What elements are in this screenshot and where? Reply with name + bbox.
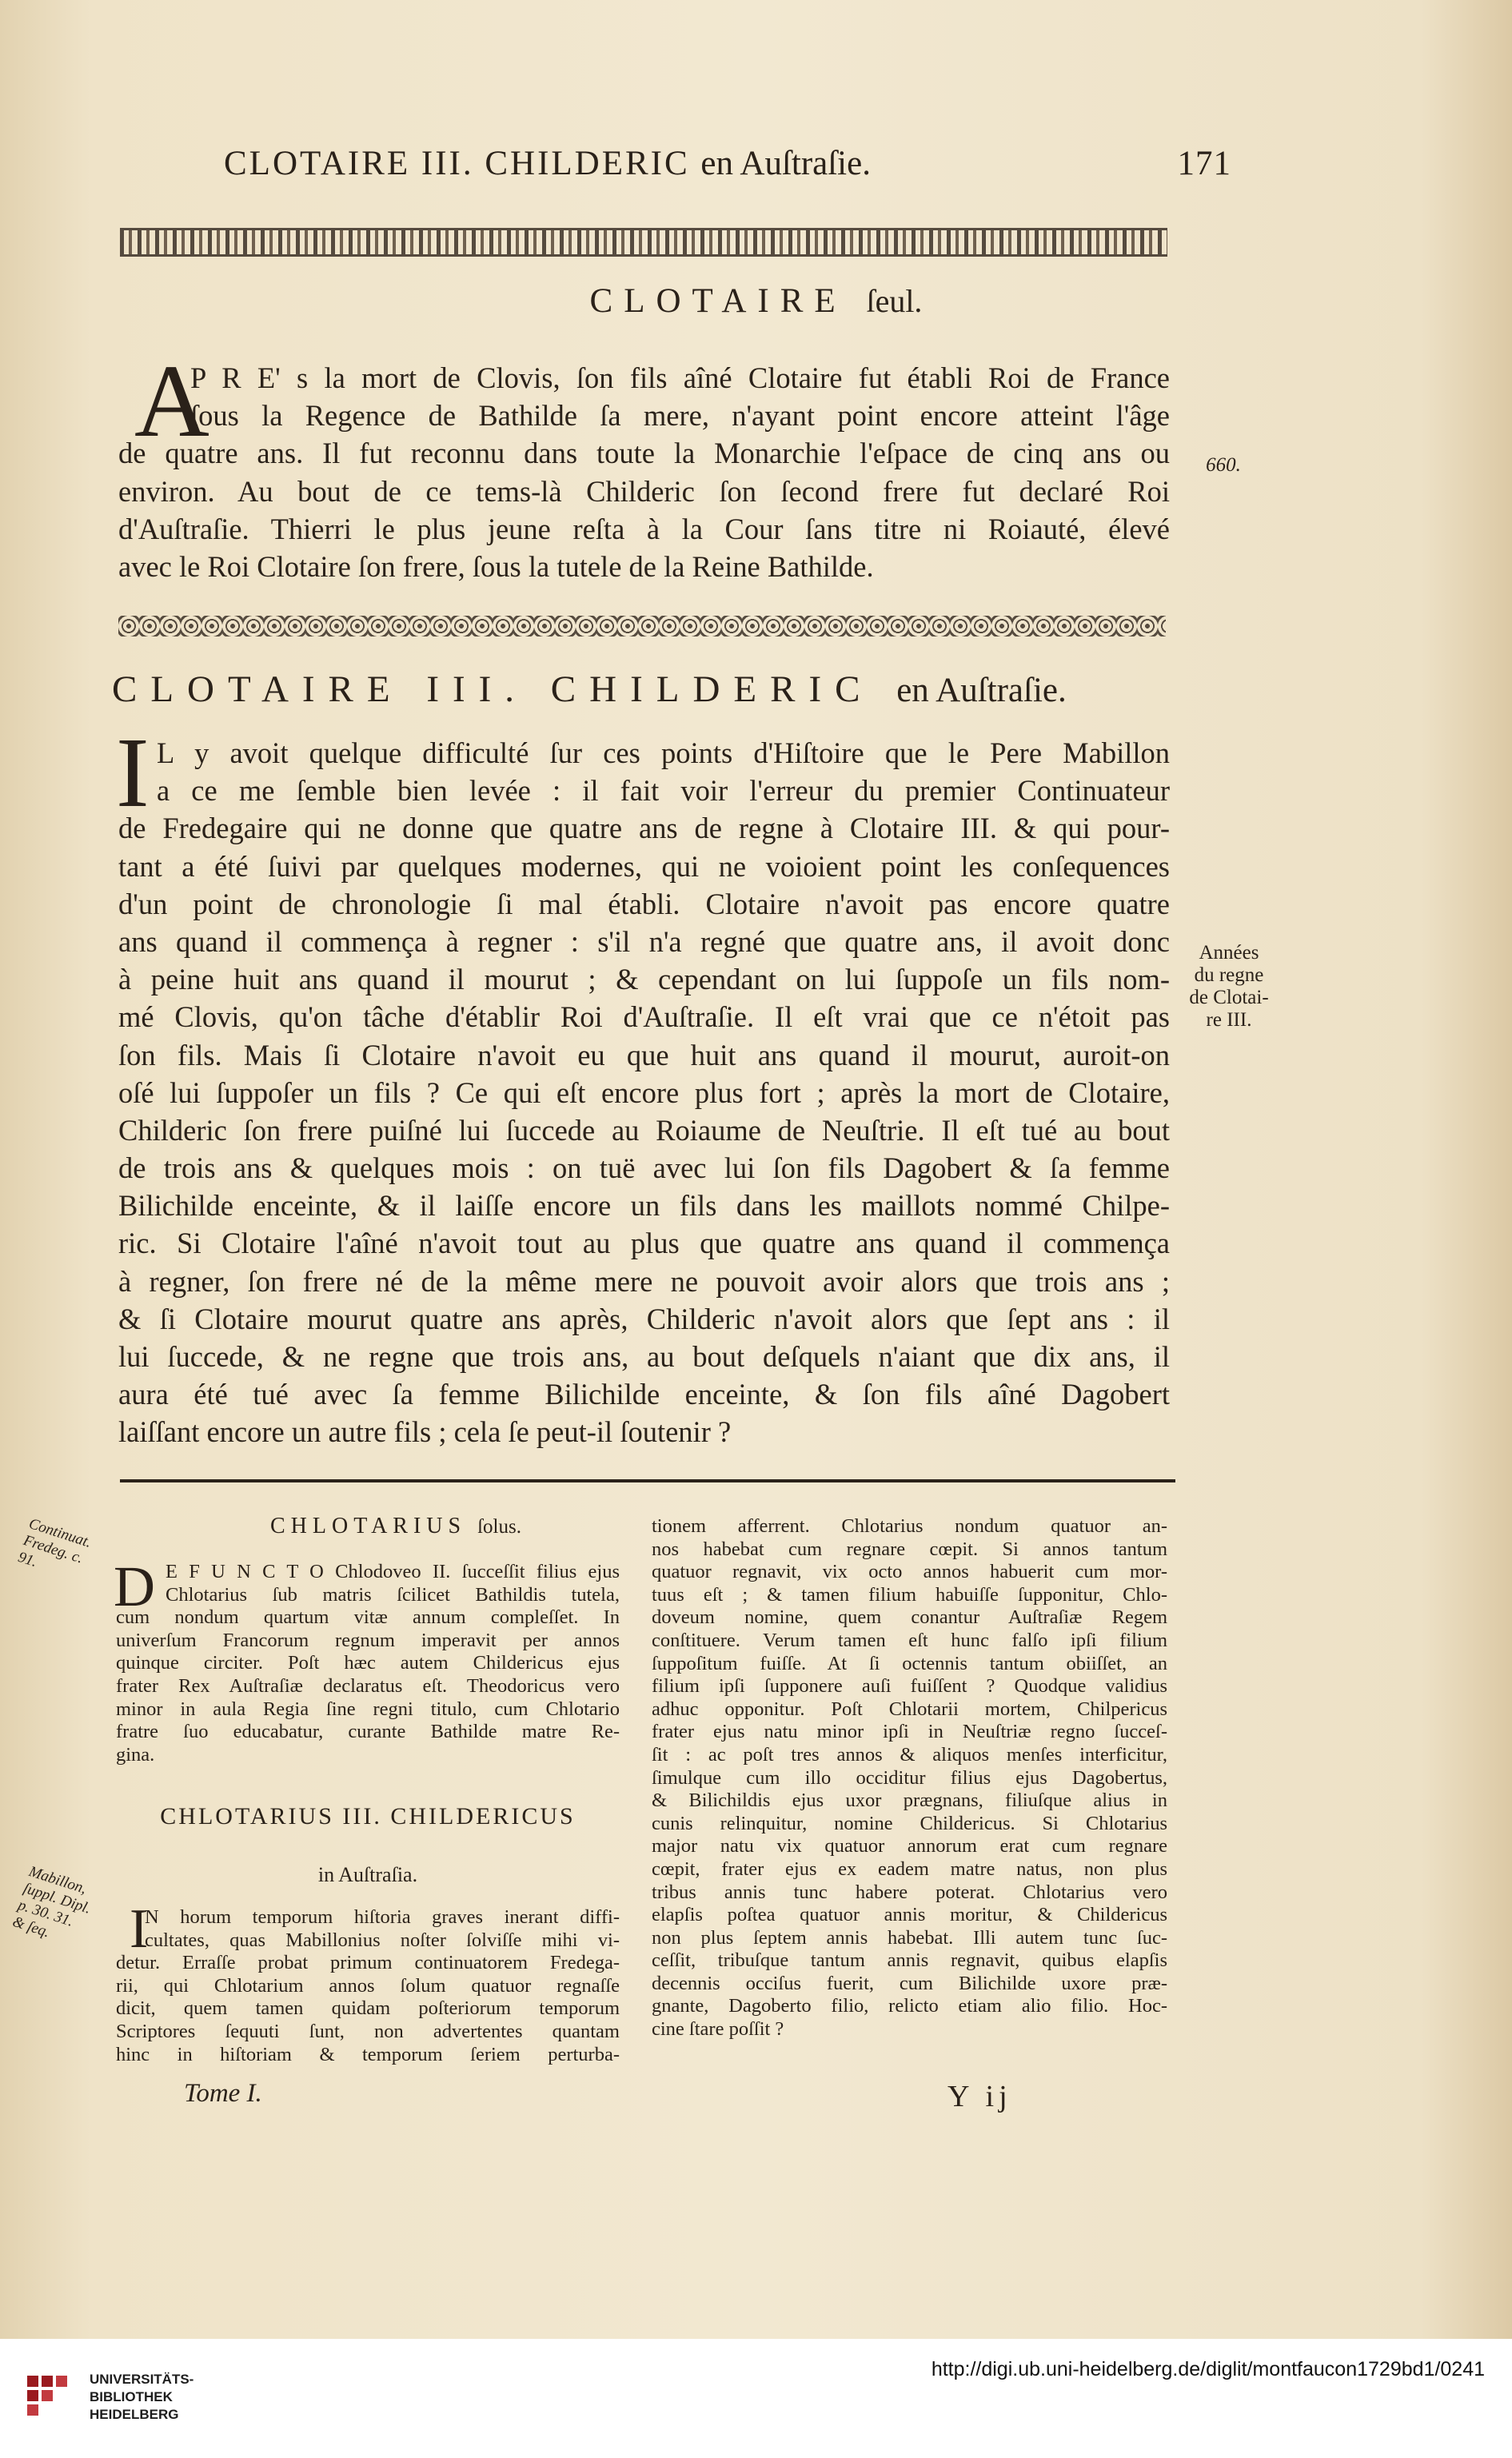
latin-left-dropcap: D	[114, 1554, 155, 1618]
divider-rule	[120, 1479, 1175, 1482]
margin-note-line: Années	[1199, 942, 1259, 964]
text-line: gina.	[116, 1743, 155, 1766]
text-line: dicit, quem tamen quidam poſteriorum temporum	[116, 1997, 620, 2020]
text-line: non plus ſeptem annis habebat. Illi autem tunc ſuc-	[652, 1926, 1167, 1949]
text-line: lui ſuccede, & ne regne que trois ans, au bout deſquels n'aiant que dix ans, il	[118, 1340, 1170, 1373]
ornamental-band-top	[120, 228, 1167, 257]
section1-body	[118, 359, 1170, 585]
section2-title-text: CLOTAIRE III. CHILDERIC	[112, 668, 874, 710]
section2-title-suffix: en Auſtraſie.	[896, 672, 1067, 709]
text-line: elapſis poſtea quatuor annis moritur, & Childericus	[652, 1904, 1167, 1926]
running-head-title: CLOTAIRE III. CHILDERIC	[224, 145, 690, 182]
text-line: ſimulque cum illo occiditur filius ejus Dagobertus,	[652, 1766, 1167, 1789]
text-line: fratre ſuo educabatur, curante Bathilde matre Re-	[116, 1721, 620, 1743]
text-line: tionem afferrent. Chlotarius nondum quatuor an-	[652, 1515, 1167, 1537]
text-line: ſuppoſitum fuiſſe. At ſi octennis tantum obiiſſet, an	[652, 1652, 1167, 1674]
margin-note-year: 660.	[1206, 454, 1241, 476]
text-line: d'Auſtraſie. Thierri le plus jeune reſta à la Cour ſans titre ni Roiauté, élevé	[118, 512, 1170, 545]
text-line: cultates, quas Mabillonius noſter ſolviſſe mihi vi-	[145, 1929, 620, 1951]
text-line: tuus eſt ; & tamen filium habuiſſe ſupponitur, Chlo-	[652, 1583, 1167, 1606]
text-line: d'un point de chronologie ſi mal établi. Clotaire n'avoit pas encore quatre	[118, 887, 1170, 920]
text-line: adhuc opponitur. Poſt Chlotarii mortem, Chilpericus	[652, 1698, 1167, 1720]
text-line: tant a été ſuivi par quelques modernes, qui ne voioient point les conſequences	[118, 849, 1170, 883]
text-line: filium ipſi ſupponere auſi fuiſſent ? Quodque validius	[652, 1675, 1167, 1698]
text-line: detur. Erraſſe probat primum continuatorem Fredega-	[116, 1952, 620, 1974]
text-line: Bilichilde enceinte, & il laiſſe encore un fils dans les maillots nommé Chilpe-	[118, 1189, 1170, 1223]
text-line: tribus annis tunc habere poterat. Chlotarius vero	[652, 1881, 1167, 1903]
section1-dropcap: A	[134, 344, 209, 459]
text-line: E F U N C T O Chlodoveo II. ſucceſſit filius ejus	[166, 1561, 620, 1582]
latin-left-title2-sub: in Auſtraſia.	[317, 1863, 418, 1886]
text-line: cœpit, frater ejus ex eadem matre natus, non plus	[652, 1857, 1167, 1880]
text-line: ſous la Regence de Bathilde ſa mere, n'ayant point encore atteint l'âge	[190, 399, 1170, 433]
ornamental-band-middle	[118, 616, 1166, 636]
text-line: à peine huit ans quand il mourut ; & cependant on lui ſuppoſe un fils nom-	[118, 963, 1170, 996]
library-footer	[0, 2339, 1512, 2458]
text-line: conſtituere. Verum tamen eſt hunc falſo ipſi filium	[652, 1629, 1167, 1651]
latin-margin-note-2: Mabillon, ſuppl. Dipl. p. 30. 31. & ſeq.	[10, 1863, 94, 1941]
latin-left-title-text: CHLOTARIUS	[270, 1514, 467, 1538]
text-line: rii, qui Chlotarium annos ſolum quatuor regnaſſe	[116, 1974, 620, 1997]
text-line: doveum nomine, quem conantur Auſtraſiæ Regem	[652, 1606, 1167, 1629]
text-line: environ. Au bout de ce tems-là Childeric ſon ſecond frere fut declaré Roi	[118, 474, 1170, 508]
text-line: avec le Roi Clotaire ſon frere, ſous la tutele de la Reine Bathilde.	[118, 549, 874, 583]
text-line: mé Clovis, qu'on tâche d'établir Roi d'Auſtraſie. Il eſt vrai que ce n'étoit pas	[118, 1000, 1170, 1034]
library-name-line: BIBLIOTHEK	[90, 2389, 173, 2404]
text-line: N horum temporum hiſtoria graves inerant diffi-	[145, 1906, 620, 1928]
section1-title-suffix: ſeul.	[866, 283, 923, 319]
section2-dropcap: I	[116, 718, 150, 828]
margin-note-line: du regne	[1194, 964, 1264, 986]
latin-right-body	[652, 1515, 1167, 2041]
library-name-line: HEIDELBERG	[90, 2407, 179, 2422]
latin-left-title-suffix: ſolus.	[477, 1516, 521, 1538]
section1-title	[0, 281, 1512, 321]
margin-note-regnal-years	[1182, 942, 1276, 1031]
margin-note-line: re III.	[1206, 1009, 1252, 1031]
signature-left: Tome I.	[184, 2079, 262, 2108]
text-line: univerſum Francorum regnum imperavit per annos	[116, 1629, 620, 1651]
text-line: de trois ans & quelques mois : on tuë avec lui ſon fils Dagobert & ſa femme	[118, 1151, 1170, 1185]
text-line: à regner, ſon frere né de la même mere ne pouvoit avoir alors que trois ans ;	[118, 1264, 1170, 1298]
text-line: minor in aula Regia ſine regni titulo, cum Chlotario	[116, 1698, 620, 1720]
latin-left-title2: CHLOTARIUS III. CHILDERICUS	[160, 1803, 576, 1830]
text-line: frater ejus natu minor ipſi in Neuſtriæ regno ſucceſ-	[652, 1721, 1167, 1743]
signature-right: Y ij	[947, 2080, 1012, 2113]
text-line: de quatre ans. Il fut reconnu dans toute la Monarchie l'eſpace de cinq ans ou	[118, 437, 1170, 470]
text-line: frater Rex Auſtraſiæ declaratus eſt. Theodoricus vero	[116, 1674, 620, 1697]
text-line: ans quand il commença à regner : s'il n'a regné que quatre ans, il avoit donc	[118, 924, 1170, 958]
text-line: cine ſtare poſſit ?	[652, 2018, 784, 2041]
margin-note-line: de Clotai-	[1189, 987, 1269, 1008]
source-url-link[interactable]: http://digi.ub.uni-heidelberg.de/diglit/montfaucon1729bd1/0241	[931, 2358, 1485, 2380]
latin-left-body	[116, 1561, 620, 1766]
section1-title-text: CLOTAIRE	[589, 282, 847, 320]
text-line: nos habebat cum regnare cœpit. Si annos tantum	[652, 1538, 1167, 1560]
text-line: ſon fils. Mais ſi Clotaire n'avoit eu que huit ans quand il mourut, auroit-on	[118, 1038, 1170, 1071]
latin-left-title	[160, 1514, 632, 1539]
text-line: major natu vix quatuor annorum erat cum regnare	[652, 1835, 1167, 1857]
running-head-suffix: en Auſtraſie.	[700, 145, 871, 182]
text-line: decennis occiſus fuerit, cum Bilichilde uxore præ-	[652, 1972, 1167, 1994]
text-line: gnante, Dagoberto filio, relicto etiam alio filio. Hoc-	[652, 1995, 1167, 2017]
running-head	[224, 144, 1231, 183]
page-number: 171	[1177, 145, 1231, 182]
text-line: & ſi Clotaire mourut quatre ans après, Childeric n'avoit alors que ſept ans : il	[118, 1302, 1170, 1335]
text-line: & Bilichildis ejus uxor prægnans, filiuſque alius in	[652, 1790, 1167, 1812]
section2-body	[118, 734, 1170, 1451]
text-line: ric. Si Clotaire l'aîné n'avoit tout au plus que quatre ans quand il commença	[118, 1227, 1170, 1260]
text-line: P R E' s la mort de Clovis, ſon fils aîné Clotaire fut établi Roi de France	[190, 361, 1170, 394]
text-line: Childeric ſon frere puiſné lui ſuccede au Roiaume de Neuſtrie. Il eſt tué au bout	[118, 1113, 1170, 1147]
text-line: aura été tué avec ſa femme Bilichilde enceinte, & ſon fils aîné Dagobert	[118, 1378, 1170, 1411]
section2-title	[112, 668, 1175, 711]
text-line: a ce me ſemble bien levée : il fait voir l'erreur du premier Continuateur	[157, 774, 1170, 808]
text-line: ceſſit, tribuſque tantum annis regnavit, quibus elapſis	[652, 1949, 1167, 1972]
text-line: de Fredegaire qui ne donne que quatre ans de regne à Clotaire III. & qui pour-	[118, 812, 1170, 845]
text-line: ſit : ac poſt tres annos & aliquos menſes interficitur,	[652, 1743, 1167, 1766]
text-line: Chlotarius ſub matris ſcilicet Bathildis tutela,	[166, 1583, 620, 1606]
latin-left-dropcap2: I	[130, 1898, 149, 1960]
text-line: hinc in hiſtoriam & temporum ſeriem perturba-	[116, 2043, 620, 2065]
text-line: quatuor regnavit, vix octo annos habuerit cum mor-	[652, 1561, 1167, 1583]
text-line: L y avoit quelque difficulté ſur ces points d'Hiſtoire que le Pere Mabillon	[157, 736, 1170, 769]
text-line: oſé lui ſuppoſer un fils ? Ce qui eſt encore plus fort ; après la mort de Clotaire,	[118, 1075, 1170, 1109]
text-line: Scriptores ſequuti ſunt, non advertentes quantam	[116, 2020, 620, 2042]
library-name	[90, 2371, 193, 2424]
latin-left-body2	[116, 1906, 620, 2066]
text-line: laiſſant encore un autre fils ; cela ſe peut-il ſoutenir ?	[118, 1415, 732, 1449]
text-line: quinque circiter. Poſt hæc autem Childericus ejus	[116, 1652, 620, 1674]
text-line: cunis relinquitur, nomine Childericus. Si Chlotarius	[652, 1812, 1167, 1834]
library-name-line: UNIVERSITÄTS-	[90, 2372, 194, 2387]
text-line: cum nondum quartum vitæ annum compleſſet. In	[116, 1606, 620, 1629]
latin-margin-note-1: Continuat. Fredeg. c. 91.	[15, 1515, 94, 1571]
